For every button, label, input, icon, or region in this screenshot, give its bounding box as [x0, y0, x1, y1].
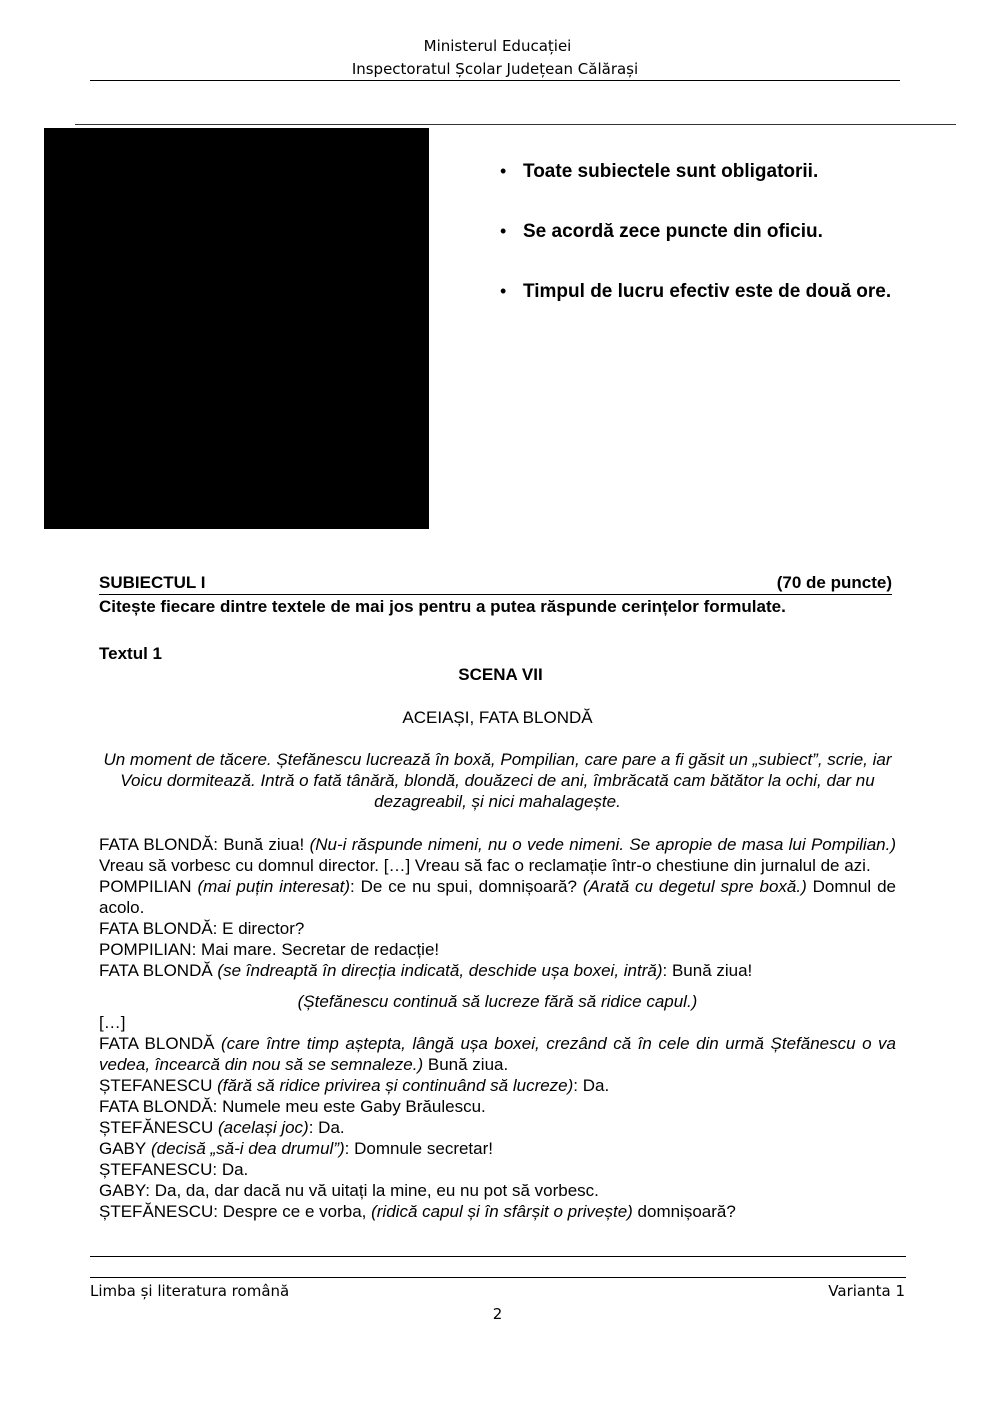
dialogue-line	[99, 1033, 896, 1075]
stage-direction-inline: (fără să ridice privirea și continuând să lucreze)	[212, 1076, 574, 1095]
speaker-name: ȘTEFĂNESCU:	[99, 1202, 219, 1221]
redacted-block	[44, 128, 429, 529]
stage-direction-inline: (ridică capul și în sfârșit o privește)	[371, 1202, 633, 1221]
dialogue-line	[99, 1075, 896, 1096]
line-text: Despre ce e vorba,	[218, 1202, 372, 1221]
speaker-name: GABY:	[99, 1181, 151, 1200]
line-text: Bună ziua!	[218, 835, 310, 854]
footer-variant: Varianta 1	[828, 1282, 905, 1300]
stage-direction-inline: (același joc)	[213, 1118, 309, 1137]
line-text: Domnul de acolo.	[99, 877, 897, 917]
scene-title: SCENA VII	[458, 665, 543, 684]
line-text: domnișoară?	[632, 1202, 736, 1221]
line-text: Da.	[217, 1160, 249, 1179]
line-text: Numele meu este Gaby Brăulescu.	[217, 1097, 486, 1116]
stage-direction-inline: (se îndreaptă în direcția indicată, deschide ușa boxei, intră)	[212, 961, 663, 980]
stage-direction-inline: (Arată cu degetul spre boxă.)	[582, 877, 807, 896]
dialogue-line	[99, 876, 896, 918]
speaker-name: FATA BLONDĂ	[99, 961, 213, 980]
footer-subject: Limba și literatura română	[90, 1282, 290, 1300]
stage-direction: (Ștefănescu continuă să lucreze fără să ridice capul.)	[297, 992, 698, 1011]
scene-characters: ACEIAȘI, FATA BLONDĂ	[402, 708, 593, 727]
dialogue-line	[99, 918, 896, 939]
line-text: Bună ziua.	[423, 1055, 509, 1074]
rule-item: • Timpul de lucru efectiv este de două ore.	[500, 280, 900, 303]
speaker-name: FATA BLONDĂ:	[99, 835, 218, 854]
header-inspectorate: Inspectoratul Școlar Județean Călărași	[90, 60, 900, 81]
bottom-divider	[90, 1256, 906, 1257]
line-text: : Da.	[573, 1076, 610, 1095]
subject-heading	[99, 573, 892, 595]
subject-title: SUBIECTUL I	[99, 573, 206, 592]
speaker-name: FATA BLONDĂ:	[99, 1097, 218, 1116]
ellipsis: […]	[99, 1013, 126, 1032]
text-label: Textul 1	[99, 644, 162, 663]
speaker-name: ȘTEFANESCU	[99, 1076, 213, 1095]
subject-instruction: Citește fiecare dintre textele de mai jos pentru a putea răspunde cerințelor formulate.	[99, 597, 786, 616]
dialogue-line	[99, 1138, 896, 1159]
exam-rules-list	[500, 160, 900, 340]
speaker-name: GABY	[99, 1139, 147, 1158]
rule-item: • Se acordă zece puncte din oficiu.	[500, 220, 900, 243]
line-text: Mai mare. Secretar de redacție!	[196, 940, 440, 959]
dialogue-line	[99, 1180, 896, 1201]
line-text: : De ce nu spui, domnișoară?	[350, 877, 583, 896]
stage-direction-inline: (decisă „să-i dea drumul”)	[146, 1139, 345, 1158]
line-text: Vreau să vorbesc cu domnul director. […] Vreau să fac o reclamație într-o chestiune din jurnalul de azi.	[99, 856, 871, 875]
page-number: 2	[492, 1305, 503, 1323]
dialogue	[99, 834, 896, 1222]
top-divider	[75, 124, 956, 125]
speaker-name: FATA BLONDĂ	[99, 1034, 215, 1053]
speaker-name: FATA BLONDĂ:	[99, 919, 218, 938]
stage-direction-inline: (care între timp aștepta, lângă ușa boxei, crezând că în cele din urmă Ștefănescu o va vedea, încearcă din nou să se semnaleze.)	[99, 1034, 896, 1074]
dialogue-line	[99, 1159, 896, 1180]
dialogue-line	[99, 1201, 896, 1222]
dialogue-line	[99, 960, 896, 981]
header-ministry: Ministerul Educației	[423, 37, 572, 55]
dialogue-line	[99, 1096, 896, 1117]
line-text: Da, da, dar dacă nu vă uitați la mine, eu nu pot să vorbesc.	[150, 1181, 599, 1200]
footer-divider	[90, 1277, 906, 1278]
stage-direction-inline: (Nu-i răspunde nimeni, nu o vede nimeni. Se apropie de masa lui Pompilian.)	[309, 835, 896, 854]
subject-points: (70 de puncte)	[776, 573, 892, 592]
line-text: E director?	[217, 919, 305, 938]
speaker-name: ȘTEFĂNESCU	[99, 1118, 214, 1137]
speaker-name: POMPILIAN	[99, 877, 192, 896]
stage-direction-inline: (mai puțin interesat)	[191, 877, 351, 896]
stage-direction-intro: Un moment de tăcere. Ștefănescu lucrează în boxă, Pompilian, care pare a fi găsit un „subiect”, scrie, iar Voicu dormitează. Intră o fată tânără, blondă, douăzeci de ani, îmbrăcată cam bătător la ochi, dar nu dezagreabil, și nici mahalagește.	[103, 750, 892, 811]
speaker-name: ȘTEFANESCU:	[99, 1160, 218, 1179]
rule-item: • Toate subiectele sunt obligatorii.	[500, 160, 900, 183]
dialogue-line	[99, 1117, 896, 1138]
line-text: : Domnule secretar!	[344, 1139, 493, 1158]
line-text: : Bună ziua!	[662, 961, 753, 980]
dialogue-line	[99, 939, 896, 960]
dialogue-line	[99, 834, 896, 876]
speaker-name: POMPILIAN:	[99, 940, 197, 959]
line-text: : Da.	[308, 1118, 345, 1137]
